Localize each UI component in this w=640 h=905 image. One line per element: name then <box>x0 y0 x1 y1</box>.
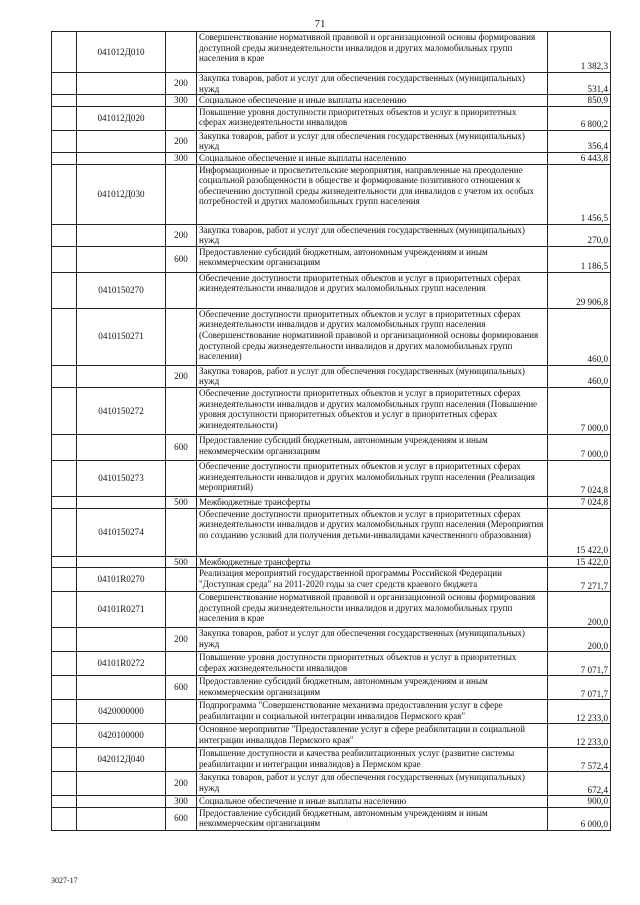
blank-cell <box>52 434 77 460</box>
item-description: Межбюджетные трансферты <box>197 496 548 508</box>
target-article-code <box>77 628 166 652</box>
target-article-code <box>77 434 166 460</box>
blank-cell <box>52 652 77 676</box>
blank-cell <box>52 152 77 164</box>
item-description: Реализация мероприятий государственной программы Российской Федерации "Доступная среда" на 2011-2020 годы за счет средств краевого бюджета <box>197 568 548 592</box>
item-description: Совершенствование нормативной правовой и организационной основы формирования доступной среды жизнедеятельности инвалидов и других маломобильных групп населения в крае <box>197 592 548 628</box>
table-row <box>52 387 611 434</box>
target-article-code: 04101R0270 <box>77 568 166 592</box>
amount: 29 906,8 <box>548 272 611 308</box>
target-article-code: 041012Д010 <box>77 32 166 73</box>
item-description: Основное мероприятие "Предоставление услуг в сфере реабилитации и социальной интеграции инвалидов Пермского края" <box>197 724 548 748</box>
blank-cell <box>52 748 77 772</box>
amount: 1 382,3 <box>548 32 611 73</box>
expense-type-code: 300 <box>166 95 197 107</box>
amount: 6 443,8 <box>548 152 611 164</box>
blank-cell <box>52 556 77 568</box>
item-description: Обеспечение доступности приоритетных объектов и услуг в приоритетных сферах жизнедеятельности инвалидов и других маломобильных групп населения (Мероприятия по созданию условий для получения детьми-инвалидами качественного образования) <box>197 508 548 556</box>
table-row <box>52 106 611 130</box>
amount: 7 024,8 <box>548 496 611 508</box>
table-row <box>52 246 611 272</box>
blank-cell <box>52 460 77 496</box>
amount: 7 071,7 <box>548 676 611 700</box>
expense-type-code <box>166 460 197 496</box>
target-article-code: 041012Д020 <box>77 106 166 130</box>
item-description: Закупка товаров, работ и услуг для обеспечения государственных (муниципальных) нужд <box>197 628 548 652</box>
target-article-code <box>77 73 166 95</box>
amount: 356,4 <box>548 130 611 152</box>
table-row <box>52 724 611 748</box>
target-article-code <box>77 496 166 508</box>
amount: 7 271,7 <box>548 568 611 592</box>
blank-cell <box>52 796 77 808</box>
expense-type-code: 200 <box>166 224 197 246</box>
expense-type-code: 600 <box>166 807 197 830</box>
amount: 6 000,0 <box>548 807 611 830</box>
table-row <box>52 508 611 556</box>
blank-cell <box>52 224 77 246</box>
item-description: Социальное обеспечение и иные выплаты населению <box>197 95 548 107</box>
table-row <box>52 365 611 387</box>
target-article-code <box>77 676 166 700</box>
expense-type-code <box>166 592 197 628</box>
blank-cell <box>52 508 77 556</box>
amount: 12 233,0 <box>548 700 611 724</box>
table-row <box>52 748 611 772</box>
blank-cell <box>52 676 77 700</box>
table-row <box>52 676 611 700</box>
budget-table <box>51 31 611 831</box>
item-description: Обеспечение доступности приоритетных объектов и услуг в приоритетных сферах жизнедеятельности инвалидов и других маломобильных групп населения (Совершенствование нормативной правовой и организационной основы формирования доступной среды жизнедеятельности инвалидов и других маломобильных групп населения) <box>197 308 548 365</box>
item-description: Совершенствование нормативной правовой и организационной основы формирования доступной среды жизнедеятельности инвалидов и других маломобильных групп населения в крае <box>197 32 548 73</box>
blank-cell <box>52 807 77 830</box>
target-article-code <box>77 224 166 246</box>
target-article-code <box>77 772 166 796</box>
expense-type-code <box>166 748 197 772</box>
amount: 1 456,5 <box>548 164 611 224</box>
expense-type-code <box>166 387 197 434</box>
item-description: Повышение уровня доступности приоритетных объектов и услуг в приоритетных сферах жизнедеятельности инвалидов <box>197 652 548 676</box>
blank-cell <box>52 164 77 224</box>
target-article-code <box>77 556 166 568</box>
amount: 850,9 <box>548 95 611 107</box>
target-article-code: 0410150274 <box>77 508 166 556</box>
expense-type-code: 200 <box>166 130 197 152</box>
item-description: Предоставление субсидий бюджетным, автономным учреждениям и иным некоммерческим организациям <box>197 434 548 460</box>
blank-cell <box>52 724 77 748</box>
expense-type-code: 600 <box>166 434 197 460</box>
blank-cell <box>52 246 77 272</box>
target-article-code <box>77 807 166 830</box>
table-row <box>52 73 611 95</box>
target-article-code <box>77 152 166 164</box>
expense-type-code <box>166 508 197 556</box>
item-description: Предоставление субсидий бюджетным, автономным учреждениям и иным некоммерческим организациям <box>197 807 548 830</box>
item-description: Социальное обеспечение и иные выплаты населению <box>197 796 548 808</box>
target-article-code: 0410150271 <box>77 308 166 365</box>
table-row <box>52 652 611 676</box>
item-description: Закупка товаров, работ и услуг для обеспечения государственных (муниципальных) нужд <box>197 365 548 387</box>
expense-type-code: 300 <box>166 796 197 808</box>
amount: 460,0 <box>548 308 611 365</box>
expense-type-code: 200 <box>166 365 197 387</box>
item-description: Предоставление субсидий бюджетным, автономным учреждениям и иным некоммерческим организациям <box>197 676 548 700</box>
amount: 7 024,8 <box>548 460 611 496</box>
document-code: 3027-17 <box>51 876 78 885</box>
item-description: Подпрограмма "Совершенствование механизма предоставления услуг в сфере реабилитации и социальной интеграции инвалидов Пермского края" <box>197 700 548 724</box>
amount: 200,0 <box>548 592 611 628</box>
table-row <box>52 272 611 308</box>
amount: 200,0 <box>548 628 611 652</box>
amount: 7 000,0 <box>548 387 611 434</box>
table-row <box>52 556 611 568</box>
item-description: Межбюджетные трансферты <box>197 556 548 568</box>
blank-cell <box>52 387 77 434</box>
amount: 15 422,0 <box>548 556 611 568</box>
amount: 7 572,4 <box>548 748 611 772</box>
blank-cell <box>52 95 77 107</box>
table-row <box>52 460 611 496</box>
target-article-code <box>77 95 166 107</box>
amount: 900,0 <box>548 796 611 808</box>
table-row <box>52 796 611 808</box>
expense-type-code: 200 <box>166 73 197 95</box>
expense-type-code <box>166 652 197 676</box>
target-article-code: 0420000000 <box>77 700 166 724</box>
expense-type-code <box>166 700 197 724</box>
expense-type-code <box>166 568 197 592</box>
expense-type-code: 500 <box>166 496 197 508</box>
expense-type-code <box>166 272 197 308</box>
table-row <box>52 32 611 73</box>
expense-type-code: 500 <box>166 556 197 568</box>
table-row <box>52 308 611 365</box>
table-row <box>52 592 611 628</box>
amount: 531,4 <box>548 73 611 95</box>
table-row <box>52 164 611 224</box>
item-description: Обеспечение доступности приоритетных объектов и услуг в приоритетных сферах жизнедеятельности инвалидов и других маломобильных групп населения (Реализация мероприятий) <box>197 460 548 496</box>
blank-cell <box>52 308 77 365</box>
expense-type-code <box>166 32 197 73</box>
item-description: Обеспечение доступности приоритетных объектов и услуг в приоритетных сферах жизнедеятельности инвалидов и других маломобильных групп населения (Повышение уровня доступности приоритетных объектов и услуг в приоритетных сферах жизнедеятельности) <box>197 387 548 434</box>
blank-cell <box>52 272 77 308</box>
blank-cell <box>52 700 77 724</box>
amount: 460,0 <box>548 365 611 387</box>
expense-type-code: 200 <box>166 772 197 796</box>
expense-type-code: 600 <box>166 246 197 272</box>
target-article-code: 0410150273 <box>77 460 166 496</box>
expense-type-code: 300 <box>166 152 197 164</box>
amount: 672,4 <box>548 772 611 796</box>
table-body <box>52 32 611 831</box>
item-description: Предоставление субсидий бюджетным, автономным учреждениям и иным некоммерческим организациям <box>197 246 548 272</box>
blank-cell <box>52 106 77 130</box>
table-row <box>52 700 611 724</box>
target-article-code: 041012Д030 <box>77 164 166 224</box>
target-article-code: 04101R0272 <box>77 652 166 676</box>
blank-cell <box>52 772 77 796</box>
amount: 270,0 <box>548 224 611 246</box>
expense-type-code: 600 <box>166 676 197 700</box>
target-article-code: 04101R0271 <box>77 592 166 628</box>
target-article-code <box>77 246 166 272</box>
target-article-code <box>77 796 166 808</box>
expense-type-code <box>166 724 197 748</box>
amount: 12 233,0 <box>548 724 611 748</box>
amount: 7 000,0 <box>548 434 611 460</box>
blank-cell <box>52 628 77 652</box>
blank-cell <box>52 32 77 73</box>
blank-cell <box>52 568 77 592</box>
blank-cell <box>52 365 77 387</box>
blank-cell <box>52 496 77 508</box>
table-row <box>52 152 611 164</box>
blank-cell <box>52 130 77 152</box>
expense-type-code <box>166 106 197 130</box>
table-row <box>52 95 611 107</box>
item-description: Информационные и просветительские мероприятия, направленные на преодоление социальной разобщенности в обществе и формирование позитивного отношения к обеспечению доступной среды жизнедеятельности для инвалидов с учетом их особых потребностей и других маломобильных групп населения <box>197 164 548 224</box>
blank-cell <box>52 592 77 628</box>
table-row <box>52 434 611 460</box>
target-article-code <box>77 365 166 387</box>
table-row <box>52 628 611 652</box>
item-description: Повышение доступности и качества реабилитационных услуг (развитие системы реабилитации и интеграции инвалидов) в Пермском крае <box>197 748 548 772</box>
item-description: Повышение уровня доступности приоритетных объектов и услуг в приоритетных сферах жизнедеятельности инвалидов <box>197 106 548 130</box>
table-row <box>52 772 611 796</box>
target-article-code: 0420100000 <box>77 724 166 748</box>
amount: 6 800,2 <box>548 106 611 130</box>
item-description: Закупка товаров, работ и услуг для обеспечения государственных (муниципальных) нужд <box>197 224 548 246</box>
amount: 7 071,7 <box>548 652 611 676</box>
amount: 1 186,5 <box>548 246 611 272</box>
page-number: 71 <box>314 18 326 30</box>
expense-type-code <box>166 308 197 365</box>
target-article-code: 0410150272 <box>77 387 166 434</box>
table-row <box>52 807 611 830</box>
amount: 15 422,0 <box>548 508 611 556</box>
table-row <box>52 496 611 508</box>
target-article-code: 0410150270 <box>77 272 166 308</box>
expense-type-code: 200 <box>166 628 197 652</box>
table-row <box>52 130 611 152</box>
expense-type-code <box>166 164 197 224</box>
item-description: Социальное обеспечение и иные выплаты населению <box>197 152 548 164</box>
target-article-code <box>77 130 166 152</box>
item-description: Закупка товаров, работ и услуг для обеспечения государственных (муниципальных) нужд <box>197 772 548 796</box>
item-description: Закупка товаров, работ и услуг для обеспечения государственных (муниципальных) нужд <box>197 73 548 95</box>
item-description: Обеспечение доступности приоритетных объектов и услуг в приоритетных сферах жизнедеятельности инвалидов и других маломобильных групп населения <box>197 272 548 308</box>
target-article-code: 042012Д040 <box>77 748 166 772</box>
table-row <box>52 224 611 246</box>
item-description: Закупка товаров, работ и услуг для обеспечения государственных (муниципальных) нужд <box>197 130 548 152</box>
blank-cell <box>52 73 77 95</box>
table-row <box>52 568 611 592</box>
